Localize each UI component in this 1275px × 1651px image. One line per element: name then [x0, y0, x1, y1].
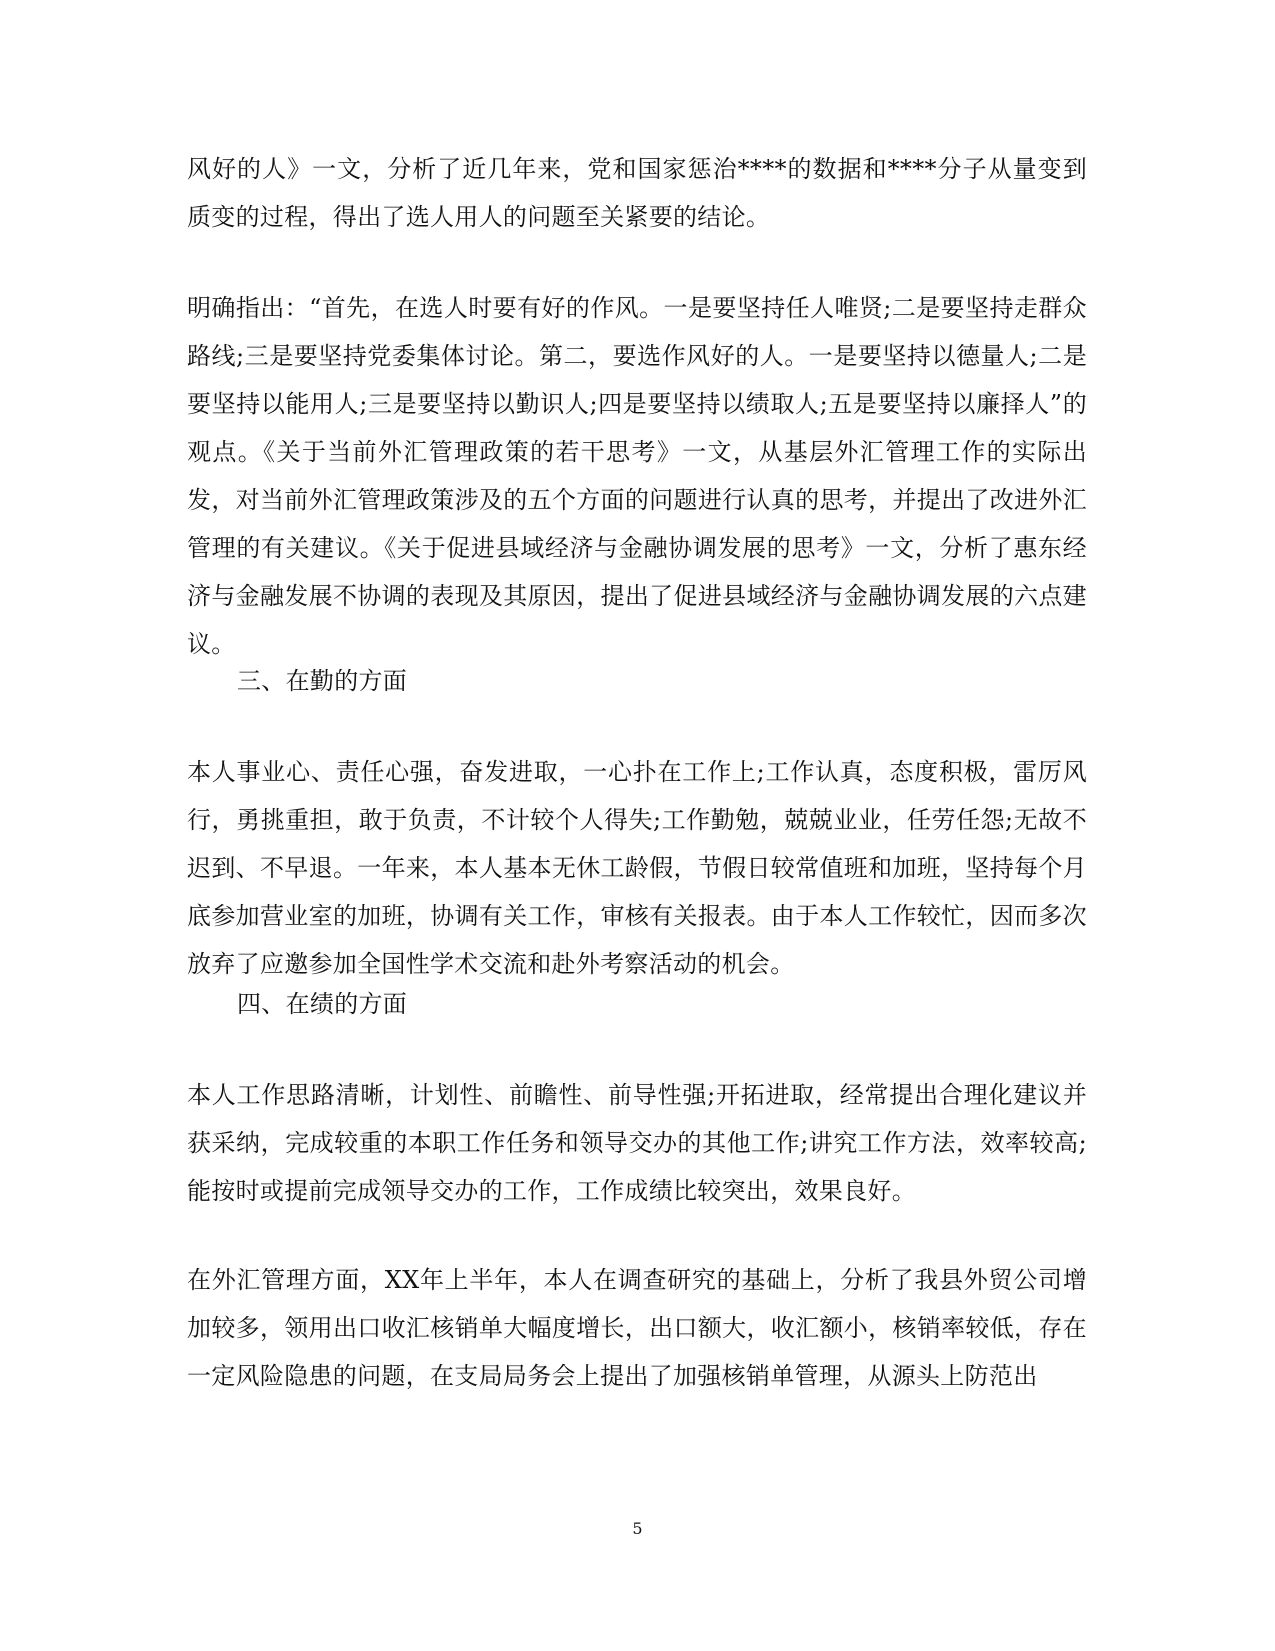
- paragraph-3: 本人事业心、责任心强，奋发进取，一心扑在工作上;工作认真，态度积极，雷厉风行，勇挑重担，敢于负责，不计较个人得失;工作勤勉，兢兢业业，任劳任怨;无故不迟到、不早退。一年来，本人基本无休工龄假，节假日较常值班和加班，坚持每个月底参加营业室的加班，协调有关工作，审核有关报表。由于本人工作较忙，因而多次放弃了应邀参加全国性学术交流和赴外考察活动的机会。: [187, 758, 1087, 978]
- section-heading-4: 四、在绩的方面: [237, 990, 408, 1018]
- paragraph-1: 风好的人》一文，分析了近几年来，党和国家惩治****的数据和****分子从量变到质变的过程，得出了选人用人的问题至关紧要的结论。: [187, 155, 1087, 231]
- page-number: 5: [632, 1519, 643, 1538]
- paragraph-5: 在外汇管理方面，XX年上半年，本人在调查研究的基础上，分析了我县外贸公司增加较多，领用出口收汇核销单大幅度增长，出口额大，收汇额小，核销率较低，存在一定风险隐患的问题，在支局局务会上提出了加强核销单管理，从源头上防范出: [187, 1266, 1087, 1390]
- paragraph-4: 本人工作思路清晰，计划性、前瞻性、前导性强;开拓进取，经常提出合理化建议并获采纳，完成较重的本职工作任务和领导交办的其他工作;讲究工作方法，效率较高;能按时或提前完成领导交办的工作，工作成绩比较突出，效果良好。: [187, 1081, 1087, 1205]
- section-heading-3: 三、在勤的方面: [237, 667, 408, 695]
- paragraph-2: 明确指出：“首先，在选人时要有好的作风。一是要坚持任人唯贤;二是要坚持走群众路线;三是要坚持党委集体讨论。第二，要选作风好的人。一是要坚持以德量人;二是要坚持以能用人;三是要坚持以勤识人;四是要坚持以绩取人;五是要坚持以廉择人”的观点。《关于当前外汇管理政策的若干思考》一文，从基层外汇管理工作的实际出发，对当前外汇管理政策涉及的五个方面的问题进行认真的思考，并提出了改进外汇管理的有关建议。《关于促进县域经济与金融协调发展的思考》一文，分析了惠东经济与金融发展不协调的表现及其原因，提出了促进县域经济与金融协调发展的六点建议。: [187, 294, 1087, 658]
